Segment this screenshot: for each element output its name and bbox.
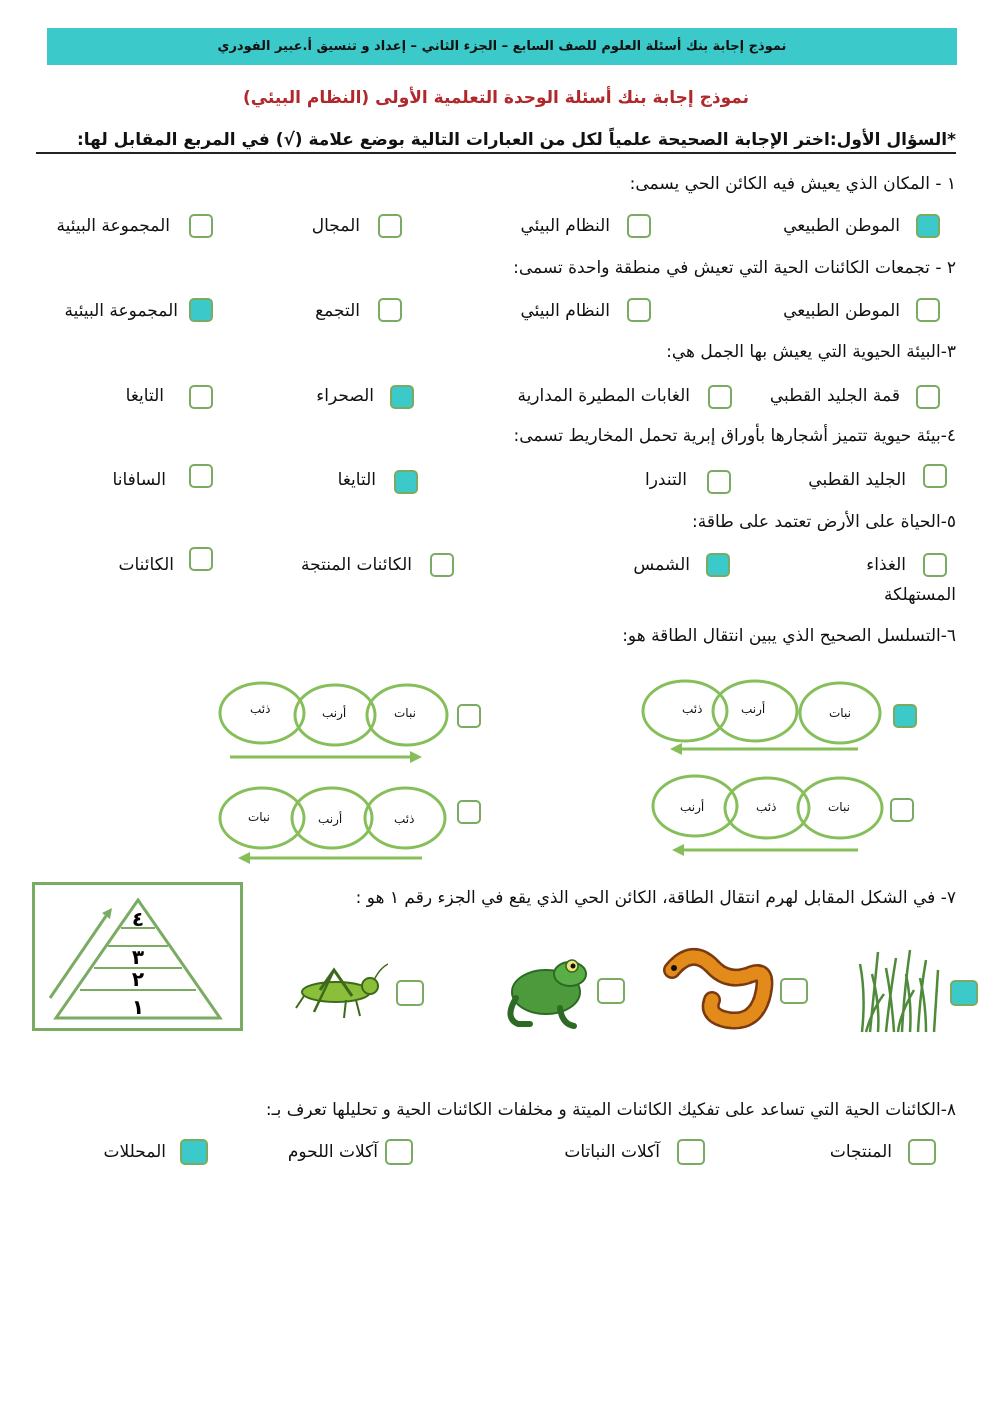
checkbox-q8-a[interactable] (908, 1139, 936, 1165)
checkbox-q3-d[interactable] (189, 385, 213, 409)
checkbox-q1-c[interactable] (378, 214, 402, 238)
chain-a-label-3: ذئب (682, 702, 703, 716)
pyramid-level-2: ٢ (131, 967, 145, 991)
chain-c-label-1: نبات (828, 800, 850, 814)
food-chain-a (640, 670, 890, 770)
checkbox-q3-a[interactable] (916, 385, 940, 409)
option-q3-c: الصحراء (316, 386, 374, 406)
checkbox-q5-d[interactable] (189, 547, 213, 571)
checkbox-q6-a[interactable] (893, 704, 917, 728)
chain-c-label-3: أرنب (680, 800, 705, 814)
option-q8-a: المنتجات (829, 1142, 892, 1162)
pyramid-level-4: ٤ (131, 907, 145, 931)
checkbox-q4-c[interactable] (394, 470, 418, 494)
energy-pyramid (32, 882, 244, 1032)
question-3: ٣-البيئة الحيوية التي يعيش بها الجمل هي: (666, 342, 956, 362)
option-q4-b: التندرا (644, 470, 687, 490)
checkbox-q6-b[interactable] (457, 704, 481, 728)
option-q5-d: الكائنات (118, 555, 174, 575)
checkbox-q4-a[interactable] (923, 464, 947, 488)
food-chain-d (210, 783, 460, 883)
checkbox-q2-d[interactable] (189, 298, 213, 322)
option-q8-d: المحللات (103, 1142, 166, 1162)
option-q3-d: التايغا (125, 386, 164, 406)
option-q5-a-overflow: المستهلكة (884, 585, 956, 605)
option-q1-c: المجال (311, 216, 360, 236)
chain-c-label-2: ذئب (756, 800, 777, 814)
option-q3-a: قمة الجليد القطبي (769, 386, 900, 406)
option-q1-b: النظام البيئي (520, 216, 610, 236)
checkbox-q3-c[interactable] (390, 385, 414, 409)
chain-b-label-1: نبات (394, 706, 416, 720)
checkbox-q2-a[interactable] (916, 298, 940, 322)
checkbox-q4-d[interactable] (189, 464, 213, 488)
checkbox-q5-a[interactable] (923, 553, 947, 577)
chain-d-label-2: أرنب (318, 812, 343, 826)
option-q4-d: السافانا (112, 470, 166, 490)
checkbox-q2-b[interactable] (627, 298, 651, 322)
chain-a-label-1: نبات (829, 706, 851, 720)
checkbox-q1-a[interactable] (916, 214, 940, 238)
option-q5-c: الكائنات المنتجة (301, 555, 412, 575)
option-q2-d: المجموعة البيئية (64, 301, 178, 321)
checkbox-q8-b[interactable] (677, 1139, 705, 1165)
question-4: ٤-بيئة حيوية تتميز أشجارها بأوراق إبرية تحمل المخاريط تسمى: (513, 426, 956, 446)
frog-icon (500, 952, 596, 1032)
food-chain-b (210, 675, 460, 775)
option-q4-c: التايغا (337, 470, 376, 490)
checkbox-q7-grass[interactable] (950, 980, 978, 1006)
checkbox-q8-c[interactable] (385, 1139, 413, 1165)
pyramid-level-1: ١ (131, 995, 145, 1019)
checkbox-q6-c[interactable] (890, 798, 914, 822)
checkbox-q4-b[interactable] (707, 470, 731, 494)
checkbox-q5-b[interactable] (706, 553, 730, 577)
grasshopper-icon (290, 962, 388, 1028)
chain-d-label-1: ذئب (394, 812, 415, 826)
pyramid-level-3: ٣ (131, 945, 145, 969)
chain-d-label-3: نبات (248, 810, 270, 824)
option-q2-b: النظام البيئي (520, 301, 610, 321)
header-text: نموذج إجابة بنك أسئلة العلوم للصف السابع – الجزء الثاني – إعداد و تنسيق أ.عبير الفودري (217, 39, 787, 54)
checkbox-q1-b[interactable] (627, 214, 651, 238)
checkbox-q7-snake[interactable] (780, 978, 808, 1004)
checkbox-q2-c[interactable] (378, 298, 402, 322)
question-8: ٨-الكائنات الحية التي تساعد على تفكيك الكائنات الميتة و مخلفات الكائنات الحية و تحليلها تعرف بـ: (265, 1100, 956, 1120)
chain-b-label-3: ذئب (250, 702, 271, 716)
chain-b-label-2: أرنب (322, 706, 347, 720)
option-q2-a: الموطن الطبيعي (783, 301, 900, 321)
header-bar (47, 28, 957, 65)
option-q1-a: الموطن الطبيعي (783, 216, 900, 236)
checkbox-q5-c[interactable] (430, 553, 454, 577)
checkbox-q1-d[interactable] (189, 214, 213, 238)
option-q5-a: الغذاء (866, 555, 906, 575)
question-5: ٥-الحياة على الأرض تعتمد على طاقة: (692, 512, 956, 532)
option-q5-b: الشمس (633, 555, 690, 575)
checkbox-q7-grasshopper[interactable] (396, 980, 424, 1006)
question-1: ١ - المكان الذي يعيش فيه الكائن الحي يسمى: (629, 174, 956, 194)
option-q4-a: الجليد القطبي (808, 470, 906, 490)
checkbox-q6-d[interactable] (457, 800, 481, 824)
food-chain-c (640, 770, 890, 870)
option-q1-d: المجموعة البيئية (56, 216, 170, 236)
question-6: ٦-التسلسل الصحيح الذي يبين انتقال الطاقة هو: (622, 626, 956, 646)
question-2: ٢ - تجمعات الكائنات الحية التي تعيش في منطقة واحدة تسمى: (513, 258, 956, 278)
checkbox-q8-d[interactable] (180, 1139, 208, 1165)
snake-icon (662, 944, 774, 1032)
checkbox-q7-frog[interactable] (597, 978, 625, 1004)
option-q8-c: آكلات اللحوم (287, 1142, 378, 1162)
chain-a-label-2: أرنب (741, 702, 766, 716)
grass-icon (852, 944, 942, 1034)
option-q3-b: الغابات المطيرة المدارية (517, 386, 690, 406)
option-q2-c: التجمع (315, 301, 360, 321)
instruction: *السؤال الأول:اختر الإجابة الصحيحة علمياً لكل من العبارات التالية بوضع علامة (√) في المربع المقابل لها: (36, 130, 956, 154)
option-q8-b: آكلات النباتات (564, 1142, 660, 1162)
checkbox-q3-b[interactable] (708, 385, 732, 409)
question-7: ٧- في الشكل المقابل لهرم انتقال الطاقة، الكائن الحي الذي يقع في الجزء رقم ١ هو : (355, 888, 956, 908)
page-title: نموذج إجابة بنك أسئلة الوحدة التعلمية الأولى (النظام البيئي) (242, 88, 750, 108)
